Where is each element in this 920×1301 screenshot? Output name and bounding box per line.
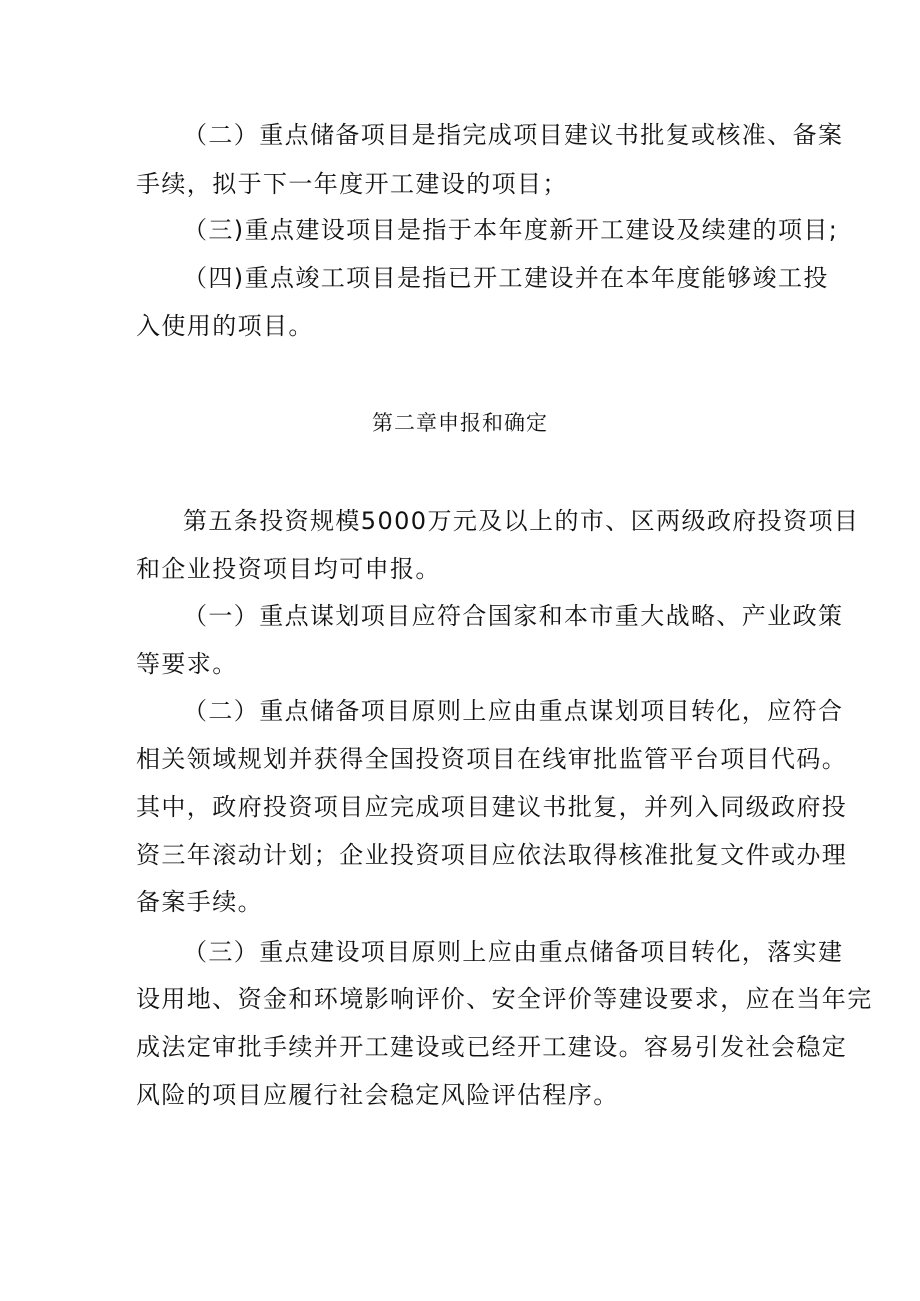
paragraph-line: （二）重点储备项目是指完成项目建议书批复或核准、备案: [183, 121, 844, 149]
paragraph-line: 备案手续。: [136, 888, 263, 916]
paragraph-line: 相关领域规划并获得全国投资项目在线审批监管平台项目代码。: [136, 745, 848, 773]
paragraph-line: （三）重点建设项目原则上应由重点储备项目转化，落实建: [183, 938, 844, 966]
paragraph-line: 风险的项目应履行社会稳定风险评估程序。: [136, 1081, 619, 1109]
paragraph-line: 手续，拟于下一年度开工建设的项目；: [136, 170, 568, 198]
paragraph-line: 成法定审批手续并开工建设或已经开工建设。容易引发社会稳定: [136, 1033, 848, 1061]
paragraph-line: 和企业投资项目均可申报。: [136, 555, 441, 583]
paragraph-line: 入使用的项目。: [136, 312, 314, 340]
paragraph-line: 第五条投资规模5000万元及以上的市、区两级政府投资项目: [183, 507, 860, 535]
paragraph-line: （一）重点谋划项目应符合国家和本市重大战略、产业政策: [183, 602, 844, 630]
paragraph-line: 设用地、资金和环境影响评价、安全评价等建设要求，应在当年完: [136, 985, 873, 1013]
paragraph-line: （三)重点建设项目是指于本年度新开工建设及续建的项目;: [183, 216, 839, 244]
paragraph-line: 等要求。: [136, 650, 238, 678]
chapter-heading: 第二章申报和确定: [372, 411, 548, 435]
paragraph-line: （二）重点储备项目原则上应由重点谋划项目转化，应符合: [183, 697, 844, 725]
paragraph-line: 其中，政府投资项目应完成项目建议书批复，并列入同级政府投: [136, 793, 848, 821]
paragraph-line: 资三年滚动计划；企业投资项目应依法取得核准批复文件或办理: [136, 841, 848, 869]
paragraph-line: （四)重点竣工项目是指已开工建设并在本年度能够竣工投: [183, 264, 829, 292]
